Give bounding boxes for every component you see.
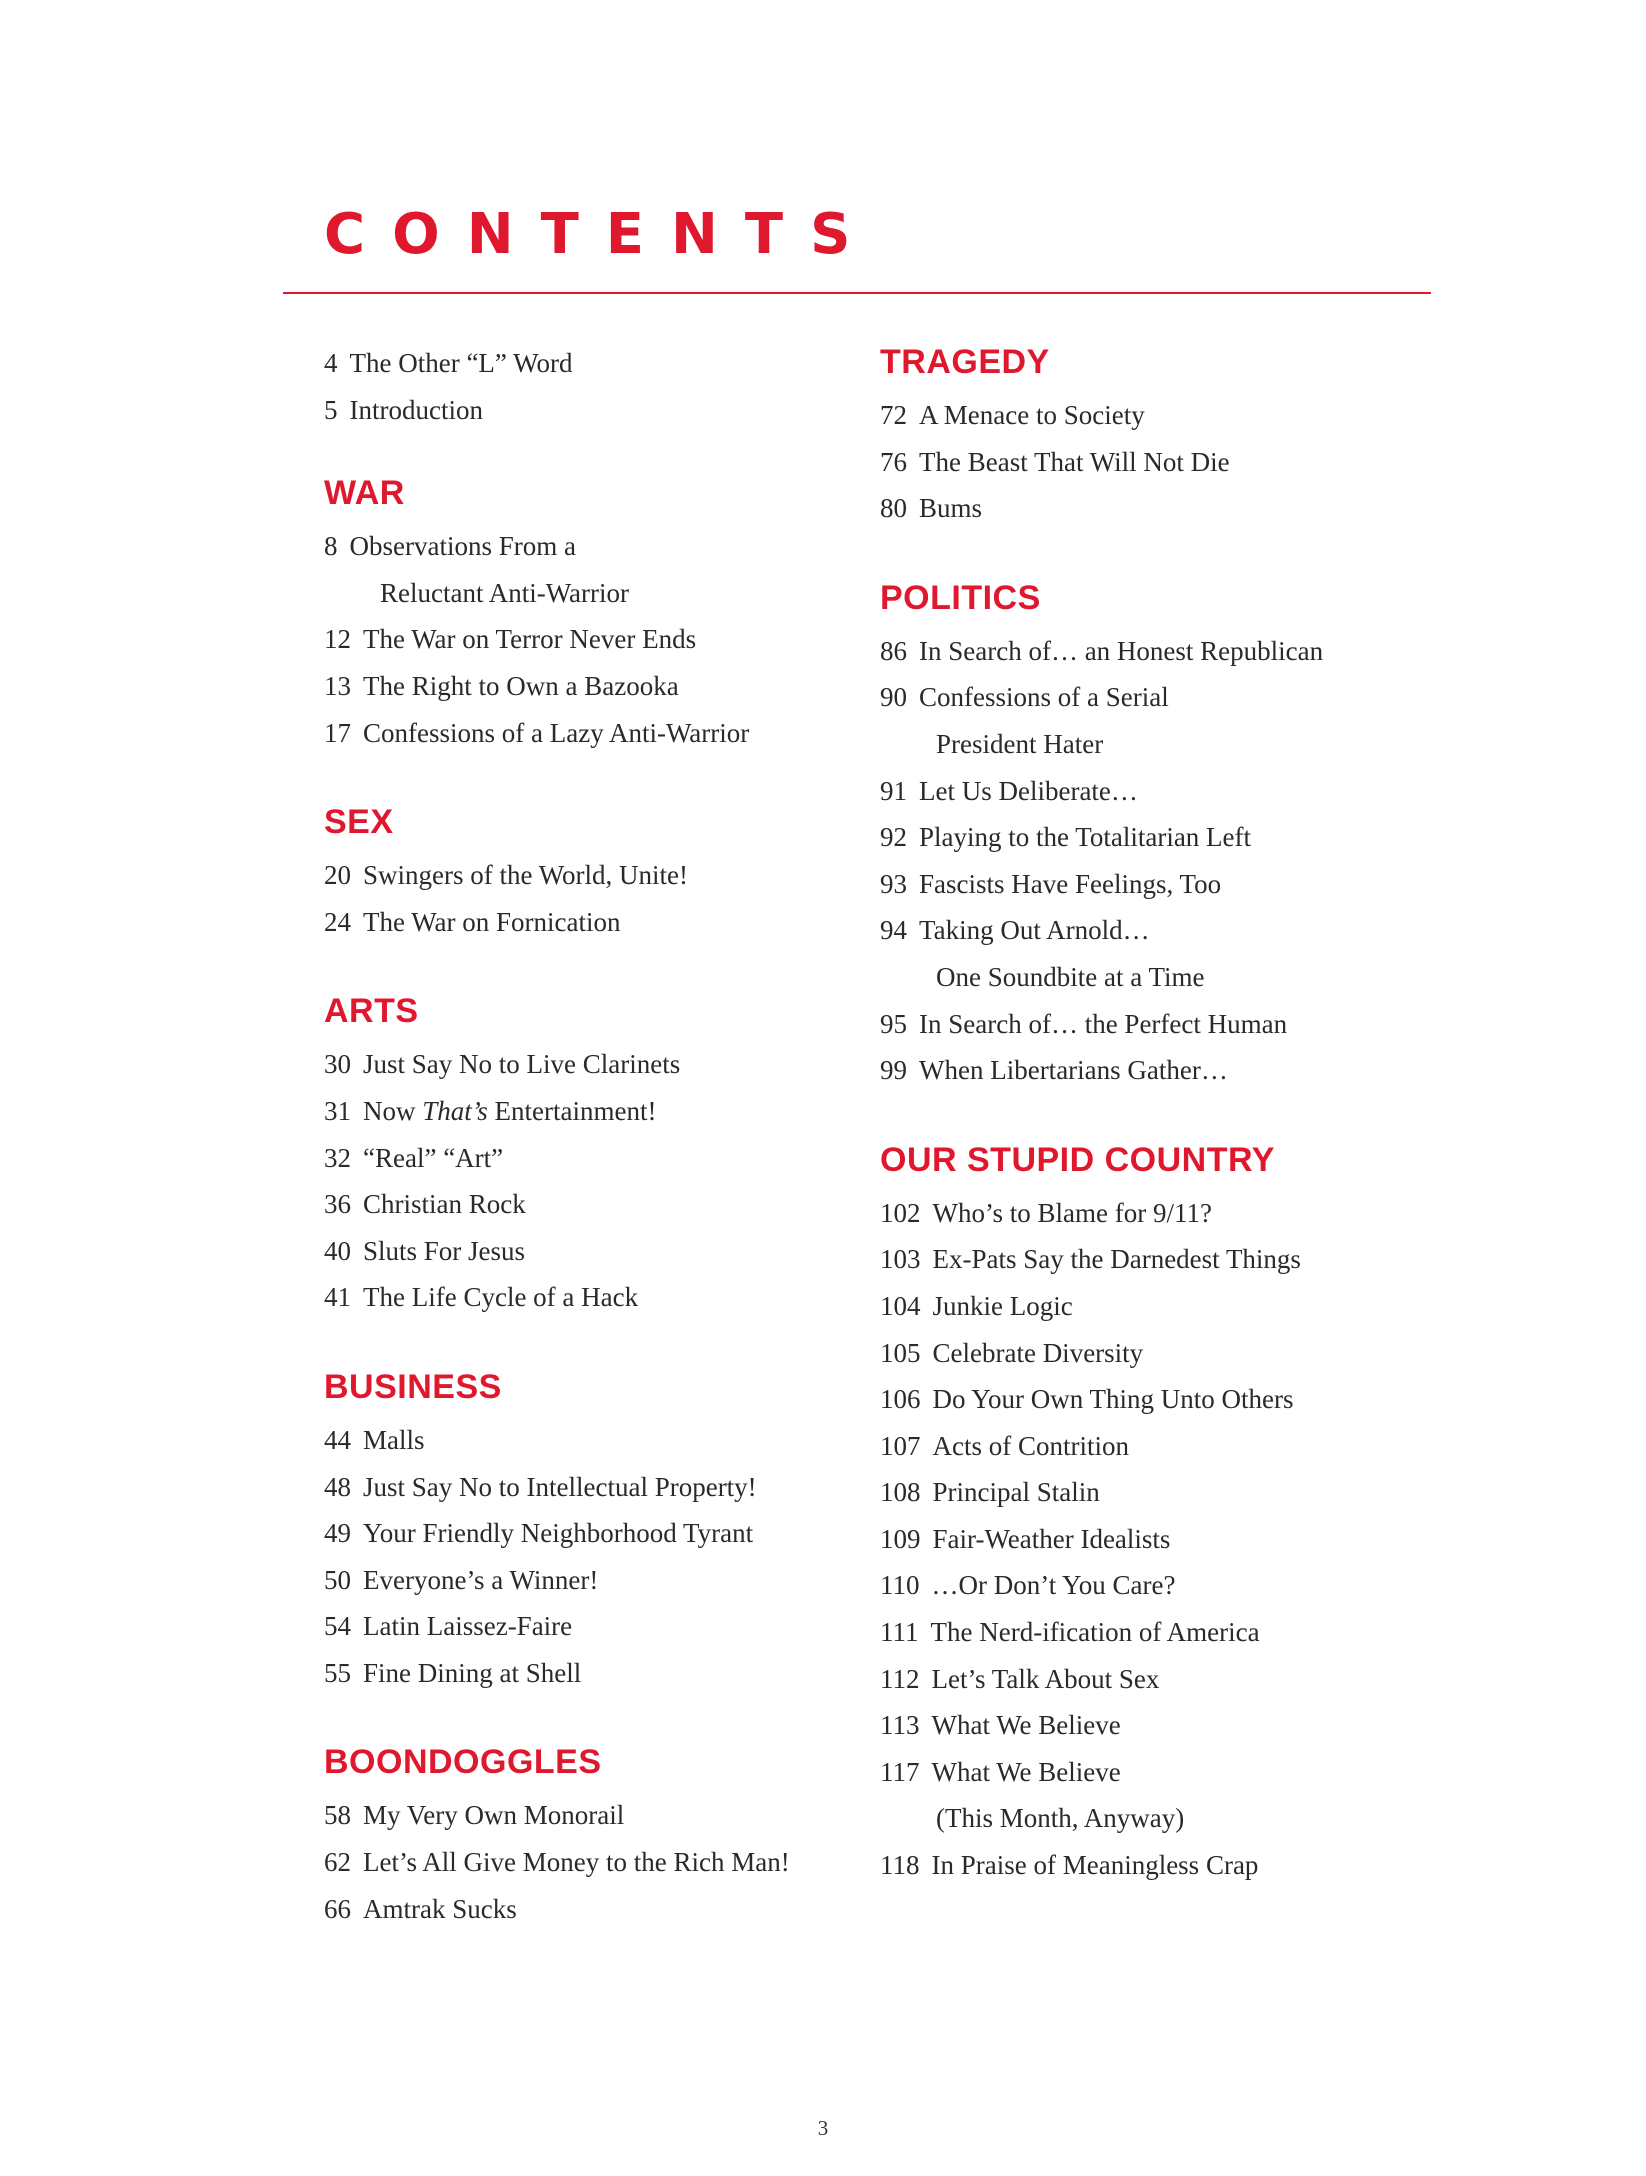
entry-title: Taking Out Arnold… bbox=[919, 915, 1150, 946]
entry-page-number: 17 bbox=[324, 717, 351, 748]
entry-title: Acts of Contrition bbox=[932, 1430, 1129, 1461]
entry-title: Playing to the Totalitarian Left bbox=[919, 822, 1252, 853]
section-heading: BUSINESS bbox=[324, 1367, 502, 1406]
toc-left-column bbox=[324, 340, 844, 1976]
entry-page-number: 118 bbox=[880, 1850, 920, 1881]
entry-page-number: 49 bbox=[324, 1518, 351, 1549]
entry-title: Principal Stalin bbox=[932, 1477, 1100, 1508]
entry-page-number: 111 bbox=[880, 1617, 919, 1648]
entry-title: Let’s Talk About Sex bbox=[931, 1663, 1160, 1694]
toc-entry[interactable] bbox=[880, 907, 1440, 954]
entry-page-number: 44 bbox=[324, 1424, 351, 1455]
entry-page-number: 112 bbox=[880, 1663, 920, 1694]
toc-entry[interactable] bbox=[324, 616, 844, 663]
entry-page-number: 110 bbox=[880, 1570, 920, 1601]
entry-title: “Real” “Art” bbox=[363, 1142, 504, 1173]
page-title: CONTENTS bbox=[324, 202, 878, 267]
entry-page-number: 30 bbox=[324, 1049, 351, 1080]
toc-entry[interactable] bbox=[880, 392, 1440, 439]
section-arts bbox=[324, 989, 844, 1321]
toc-entry[interactable] bbox=[324, 1228, 844, 1275]
section-business bbox=[324, 1365, 844, 1697]
toc-entry[interactable] bbox=[880, 674, 1440, 721]
entry-page-number: 76 bbox=[880, 446, 907, 477]
toc-entry[interactable] bbox=[324, 1464, 844, 1511]
toc-entry[interactable] bbox=[880, 1842, 1440, 1889]
section-heading: OUR STUPID COUNTRY bbox=[880, 1140, 1275, 1179]
toc-entry[interactable] bbox=[880, 1330, 1440, 1377]
entry-title: Introduction bbox=[349, 394, 483, 425]
toc-entry[interactable] bbox=[324, 663, 844, 710]
entry-page-number: 40 bbox=[324, 1235, 351, 1266]
entry-title: Let’s All Give Money to the Rich Man! bbox=[363, 1847, 790, 1878]
entry-title: Everyone’s a Winner! bbox=[363, 1564, 599, 1595]
entry-page-number: 92 bbox=[880, 822, 907, 853]
entry-page-number: 36 bbox=[324, 1189, 351, 1220]
toc-entry[interactable] bbox=[324, 523, 844, 570]
section-heading: SEX bbox=[324, 803, 394, 842]
entry-title: Just Say No to Live Clarinets bbox=[363, 1049, 681, 1080]
toc-entry[interactable] bbox=[324, 1603, 844, 1650]
entry-page-number: 91 bbox=[880, 775, 907, 806]
entry-title: Confessions of a Lazy Anti-Warrior bbox=[363, 717, 750, 748]
entry-page-number: 117 bbox=[880, 1756, 920, 1787]
entry-page-number: 105 bbox=[880, 1337, 921, 1368]
entry-title: The Life Cycle of a Hack bbox=[363, 1282, 639, 1313]
toc-entry[interactable] bbox=[324, 1886, 844, 1933]
entry-title: Swingers of the World, Unite! bbox=[363, 860, 689, 891]
entry-title-part: Now bbox=[363, 1095, 423, 1126]
toc-entry[interactable] bbox=[324, 1839, 844, 1886]
entry-title: In Search of… an Honest Republican bbox=[919, 635, 1324, 666]
section-heading: WAR bbox=[324, 474, 405, 513]
toc-entry[interactable] bbox=[880, 1516, 1440, 1563]
entry-title: Amtrak Sucks bbox=[363, 1893, 517, 1924]
entry-title: Latin Laissez-Faire bbox=[363, 1611, 573, 1642]
title-divider bbox=[283, 292, 1431, 294]
entry-page-number: 13 bbox=[324, 670, 351, 701]
entry-page-number: 5 bbox=[324, 394, 338, 425]
entry-page-number: 31 bbox=[324, 1095, 351, 1126]
entry-title: What We Believe bbox=[931, 1756, 1121, 1787]
entry-title: Fair-Weather Idealists bbox=[932, 1523, 1171, 1554]
entry-title: Who’s to Blame for 9/11? bbox=[932, 1197, 1212, 1228]
entry-page-number: 107 bbox=[880, 1430, 921, 1461]
toc-entry[interactable] bbox=[880, 814, 1440, 861]
entry-page-number: 58 bbox=[324, 1800, 351, 1831]
entry-title: The Other “L” Word bbox=[349, 348, 573, 378]
toc-entry[interactable] bbox=[880, 1236, 1440, 1283]
toc-entry[interactable] bbox=[880, 1702, 1440, 1749]
toc-entry[interactable] bbox=[880, 1656, 1440, 1703]
section-heading: POLITICS bbox=[880, 578, 1041, 617]
entry-title: Bums bbox=[919, 493, 983, 524]
toc-entry[interactable] bbox=[880, 861, 1440, 908]
section-heading: BOONDOGGLES bbox=[324, 1743, 602, 1782]
entry-title: The War on Fornication bbox=[363, 906, 621, 937]
toc-entry[interactable] bbox=[324, 1557, 844, 1604]
entry-page-number: 93 bbox=[880, 868, 907, 899]
entry-title: What We Believe bbox=[931, 1710, 1121, 1741]
toc-entry-continuation[interactable]: (This Month, Anyway) bbox=[936, 1803, 1185, 1834]
toc-front-matter bbox=[324, 340, 844, 433]
page-number: 3 bbox=[817, 2116, 829, 2140]
toc-entry[interactable] bbox=[324, 340, 844, 387]
entry-page-number: 41 bbox=[324, 1282, 351, 1313]
toc-entry-continuation[interactable]: One Soundbite at a Time bbox=[936, 961, 1205, 992]
entry-title: Fascists Have Feelings, Too bbox=[919, 868, 1222, 899]
toc-entry[interactable] bbox=[880, 1562, 1440, 1609]
toc-entry-continuation[interactable]: President Hater bbox=[936, 728, 1104, 759]
toc-entry[interactable] bbox=[324, 1135, 844, 1182]
toc-entry[interactable] bbox=[880, 1376, 1440, 1423]
toc-entry[interactable] bbox=[324, 1650, 844, 1697]
toc-entry[interactable] bbox=[324, 852, 844, 899]
entry-title: My Very Own Monorail bbox=[363, 1800, 625, 1831]
entry-title: …Or Don’t You Care? bbox=[931, 1570, 1176, 1601]
toc-entry[interactable] bbox=[324, 1181, 844, 1228]
toc-entry[interactable] bbox=[880, 1283, 1440, 1330]
entry-title: The War on Terror Never Ends bbox=[363, 624, 697, 655]
entry-title: Junkie Logic bbox=[932, 1290, 1073, 1321]
toc-entry[interactable] bbox=[324, 1417, 844, 1464]
entry-page-number: 20 bbox=[324, 860, 351, 891]
toc-entry[interactable] bbox=[324, 1041, 844, 1088]
entry-title: A Menace to Society bbox=[919, 400, 1145, 430]
entry-page-number: 103 bbox=[880, 1244, 921, 1275]
toc-entry[interactable] bbox=[324, 387, 844, 434]
section-sex bbox=[324, 800, 844, 945]
section-tragedy bbox=[880, 340, 1440, 532]
entry-page-number: 102 bbox=[880, 1197, 921, 1228]
entry-page-number: 48 bbox=[324, 1471, 351, 1502]
entry-title: The Right to Own a Bazooka bbox=[363, 670, 679, 701]
entry-page-number: 72 bbox=[880, 400, 907, 430]
entry-title: Celebrate Diversity bbox=[932, 1337, 1144, 1368]
entry-title: Do Your Own Thing Unto Others bbox=[932, 1384, 1294, 1415]
entry-page-number: 55 bbox=[324, 1657, 351, 1688]
toc-entry[interactable] bbox=[880, 768, 1440, 815]
entry-page-number: 50 bbox=[324, 1564, 351, 1595]
toc-entry[interactable] bbox=[324, 1088, 844, 1135]
entry-page-number: 54 bbox=[324, 1611, 351, 1642]
entry-title: Just Say No to Intellectual Property! bbox=[363, 1471, 757, 1502]
toc-entry[interactable] bbox=[324, 899, 844, 946]
toc-entry[interactable] bbox=[880, 1190, 1440, 1237]
toc-entry[interactable] bbox=[324, 710, 844, 757]
section-war bbox=[324, 471, 844, 756]
entry-page-number: 113 bbox=[880, 1710, 920, 1741]
entry-title: Sluts For Jesus bbox=[363, 1235, 526, 1266]
section-politics bbox=[880, 576, 1440, 1094]
entry-page-number: 94 bbox=[880, 915, 907, 946]
entry-page-number: 66 bbox=[324, 1893, 351, 1924]
entry-title: Ex-Pats Say the Darnedest Things bbox=[932, 1244, 1301, 1275]
toc-entry[interactable] bbox=[324, 1274, 844, 1321]
entry-page-number: 90 bbox=[880, 682, 907, 713]
entry-title: In Search of… the Perfect Human bbox=[919, 1008, 1288, 1039]
toc-entry[interactable] bbox=[880, 1469, 1440, 1516]
section-our-stupid-country bbox=[880, 1138, 1440, 1889]
entry-page-number: 99 bbox=[880, 1055, 907, 1086]
entry-title: When Libertarians Gather… bbox=[919, 1055, 1228, 1086]
toc-entry[interactable] bbox=[324, 1510, 844, 1557]
entry-page-number: 4 bbox=[324, 348, 338, 378]
toc-entry[interactable] bbox=[880, 1609, 1440, 1656]
toc-entry-continuation[interactable]: Reluctant Anti-Warrior bbox=[380, 577, 629, 608]
toc-entry[interactable] bbox=[880, 628, 1440, 675]
entry-page-number: 108 bbox=[880, 1477, 921, 1508]
entry-title: Malls bbox=[363, 1424, 425, 1455]
entry-page-number: 62 bbox=[324, 1847, 351, 1878]
entry-page-number: 95 bbox=[880, 1008, 907, 1039]
entry-title: The Beast That Will Not Die bbox=[919, 446, 1230, 477]
entry-page-number: 32 bbox=[324, 1142, 351, 1173]
entry-title: Observations From a bbox=[349, 531, 576, 562]
entry-title-part: Entertainment! bbox=[487, 1095, 657, 1126]
toc-entry[interactable] bbox=[880, 439, 1440, 486]
entry-title: The Nerd-ification of America bbox=[930, 1617, 1260, 1648]
section-heading: TRAGEDY bbox=[880, 343, 1050, 381]
toc-entry[interactable] bbox=[880, 1423, 1440, 1470]
toc-entry[interactable] bbox=[324, 1792, 844, 1839]
entry-page-number: 24 bbox=[324, 906, 351, 937]
entry-title-italic: That’s bbox=[422, 1095, 488, 1126]
toc-entry[interactable] bbox=[880, 1749, 1440, 1796]
entry-title: Your Friendly Neighborhood Tyrant bbox=[363, 1518, 754, 1549]
section-heading: ARTS bbox=[324, 992, 419, 1031]
toc-entry[interactable] bbox=[880, 485, 1440, 532]
entry-page-number: 12 bbox=[324, 624, 351, 655]
entry-page-number: 106 bbox=[880, 1384, 921, 1415]
entry-title: Confessions of a Serial bbox=[919, 682, 1169, 713]
entry-page-number: 109 bbox=[880, 1523, 921, 1554]
entry-page-number: 104 bbox=[880, 1290, 921, 1321]
entry-title: Fine Dining at Shell bbox=[363, 1657, 582, 1688]
section-boondoggles bbox=[324, 1740, 844, 1932]
toc-right-column bbox=[880, 340, 1440, 1933]
toc-entry[interactable] bbox=[880, 1001, 1440, 1048]
entry-title: Let Us Deliberate… bbox=[919, 775, 1138, 806]
entry-page-number: 8 bbox=[324, 531, 338, 562]
entry-page-number: 80 bbox=[880, 493, 907, 524]
entry-page-number: 86 bbox=[880, 635, 907, 666]
entry-title: Christian Rock bbox=[363, 1189, 526, 1220]
entry-title: In Praise of Meaningless Crap bbox=[931, 1850, 1259, 1881]
toc-entry[interactable] bbox=[880, 1047, 1440, 1094]
